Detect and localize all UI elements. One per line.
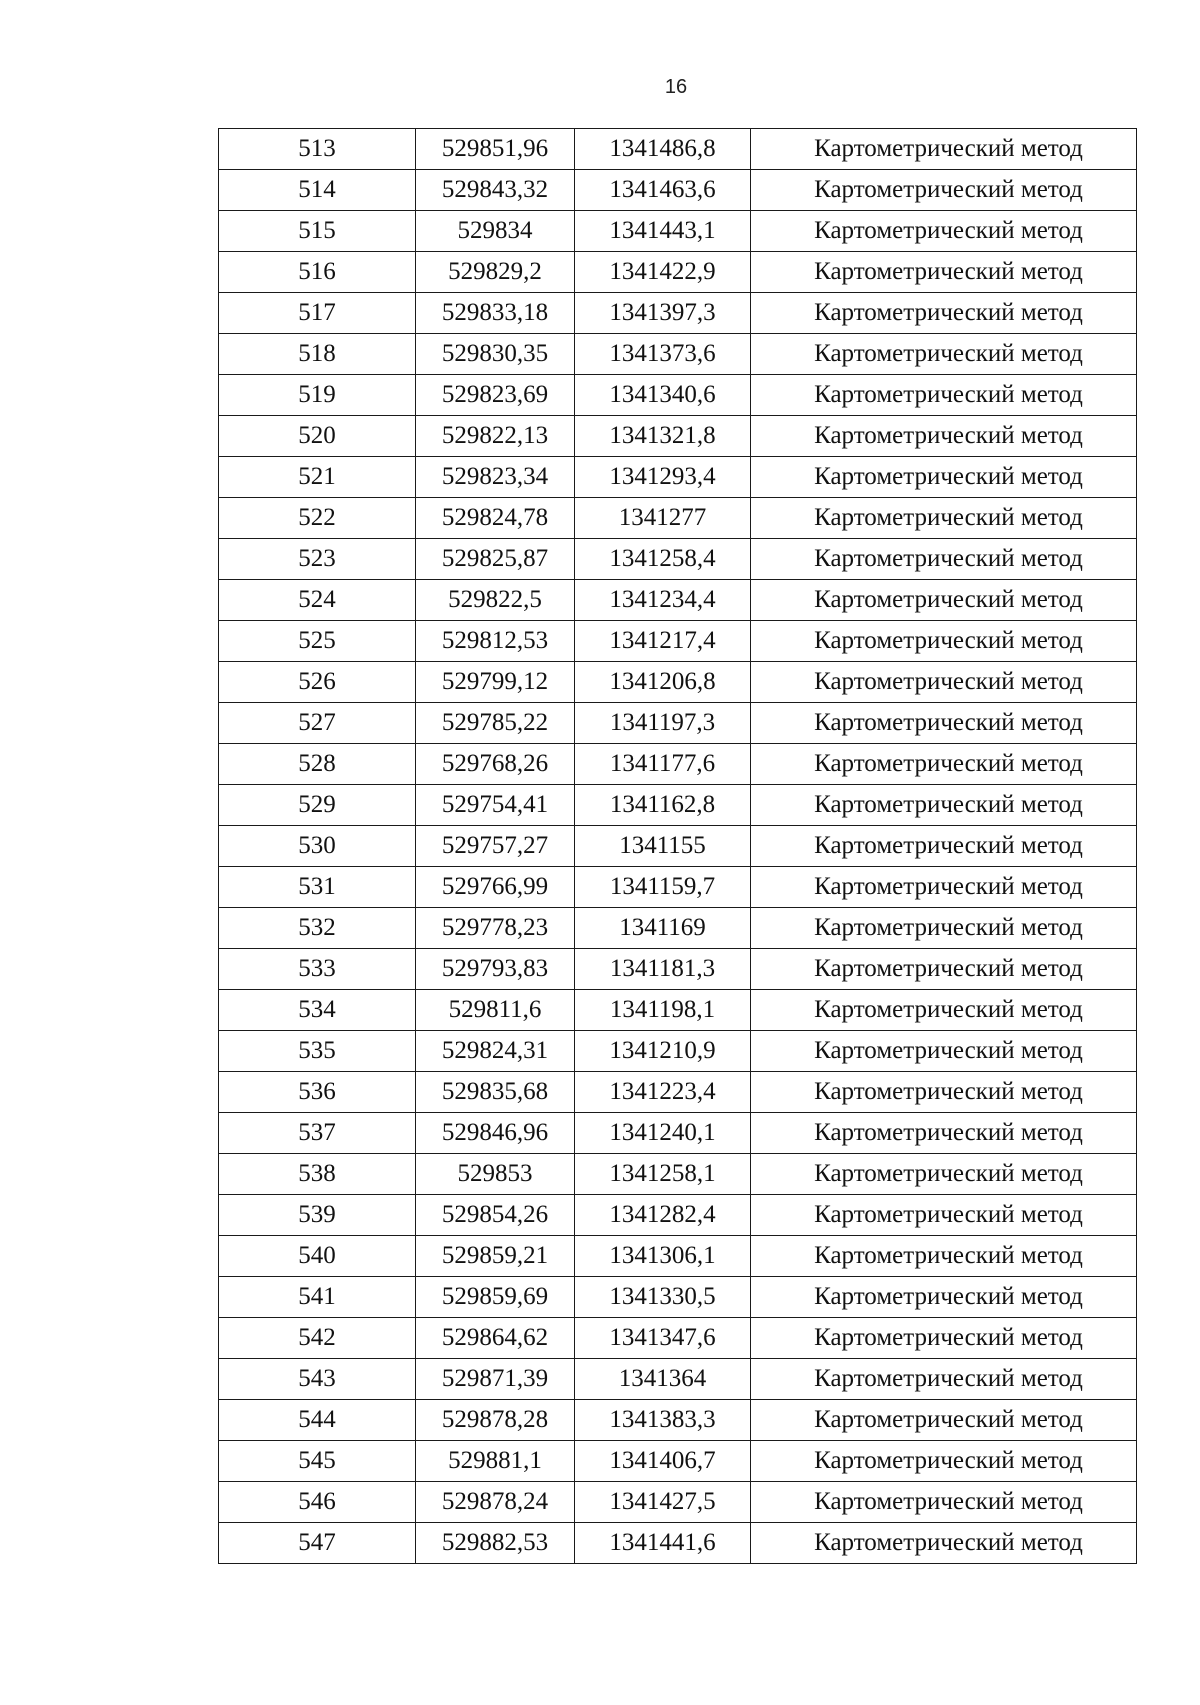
y-coordinate-cell: 1341441,6 (575, 1523, 751, 1564)
x-coordinate-cell: 529812,53 (416, 621, 575, 662)
x-coordinate-cell: 529871,39 (416, 1359, 575, 1400)
point-number-cell: 513 (219, 129, 416, 170)
y-coordinate-cell: 1341340,6 (575, 375, 751, 416)
method-cell: Картометрический метод (751, 457, 1137, 498)
y-coordinate-cell: 1341330,5 (575, 1277, 751, 1318)
point-number-cell: 525 (219, 621, 416, 662)
x-coordinate-cell: 529754,41 (416, 785, 575, 826)
y-coordinate-cell: 1341383,3 (575, 1400, 751, 1441)
x-coordinate-cell: 529834 (416, 211, 575, 252)
x-coordinate-cell: 529757,27 (416, 826, 575, 867)
point-number-cell: 536 (219, 1072, 416, 1113)
point-number-cell: 516 (219, 252, 416, 293)
table-row (219, 252, 1137, 293)
y-coordinate-cell: 1341463,6 (575, 170, 751, 211)
point-number-cell: 523 (219, 539, 416, 580)
method-cell: Картометрический метод (751, 211, 1137, 252)
table-row (219, 744, 1137, 785)
x-coordinate-cell: 529811,6 (416, 990, 575, 1031)
table-row (219, 867, 1137, 908)
point-number-cell: 540 (219, 1236, 416, 1277)
method-cell: Картометрический метод (751, 1523, 1137, 1564)
x-coordinate-cell: 529829,2 (416, 252, 575, 293)
x-coordinate-cell: 529878,24 (416, 1482, 575, 1523)
x-coordinate-cell: 529835,68 (416, 1072, 575, 1113)
point-number-cell: 515 (219, 211, 416, 252)
x-coordinate-cell: 529882,53 (416, 1523, 575, 1564)
x-coordinate-cell: 529766,99 (416, 867, 575, 908)
y-coordinate-cell: 1341321,8 (575, 416, 751, 457)
point-number-cell: 541 (219, 1277, 416, 1318)
method-cell: Картометрический метод (751, 252, 1137, 293)
point-number-cell: 530 (219, 826, 416, 867)
x-coordinate-cell: 529843,32 (416, 170, 575, 211)
table-row (219, 1113, 1137, 1154)
point-number-cell: 524 (219, 580, 416, 621)
point-number-cell: 534 (219, 990, 416, 1031)
y-coordinate-cell: 1341234,4 (575, 580, 751, 621)
point-number-cell: 547 (219, 1523, 416, 1564)
method-cell: Картометрический метод (751, 170, 1137, 211)
table-row (219, 1154, 1137, 1195)
x-coordinate-cell: 529859,69 (416, 1277, 575, 1318)
coordinates-table (218, 128, 1137, 1564)
y-coordinate-cell: 1341373,6 (575, 334, 751, 375)
point-number-cell: 543 (219, 1359, 416, 1400)
x-coordinate-cell: 529853 (416, 1154, 575, 1195)
y-coordinate-cell: 1341177,6 (575, 744, 751, 785)
table-row (219, 1072, 1137, 1113)
method-cell: Картометрический метод (751, 908, 1137, 949)
point-number-cell: 518 (219, 334, 416, 375)
table-row (219, 375, 1137, 416)
method-cell: Картометрический метод (751, 1359, 1137, 1400)
table-row (219, 1236, 1137, 1277)
table-row (219, 1523, 1137, 1564)
table-row (219, 621, 1137, 662)
table-row (219, 908, 1137, 949)
table-row (219, 293, 1137, 334)
y-coordinate-cell: 1341217,4 (575, 621, 751, 662)
y-coordinate-cell: 1341258,1 (575, 1154, 751, 1195)
x-coordinate-cell: 529825,87 (416, 539, 575, 580)
method-cell: Картометрический метод (751, 1441, 1137, 1482)
point-number-cell: 521 (219, 457, 416, 498)
table-row (219, 1195, 1137, 1236)
table-row (219, 1400, 1137, 1441)
point-number-cell: 517 (219, 293, 416, 334)
table-row (219, 580, 1137, 621)
y-coordinate-cell: 1341397,3 (575, 293, 751, 334)
x-coordinate-cell: 529823,69 (416, 375, 575, 416)
x-coordinate-cell: 529793,83 (416, 949, 575, 990)
method-cell: Картометрический метод (751, 621, 1137, 662)
point-number-cell: 519 (219, 375, 416, 416)
table-row (219, 785, 1137, 826)
point-number-cell: 526 (219, 662, 416, 703)
y-coordinate-cell: 1341210,9 (575, 1031, 751, 1072)
table-row (219, 129, 1137, 170)
point-number-cell: 527 (219, 703, 416, 744)
y-coordinate-cell: 1341443,1 (575, 211, 751, 252)
method-cell: Картометрический метод (751, 990, 1137, 1031)
method-cell: Картометрический метод (751, 1318, 1137, 1359)
method-cell: Картометрический метод (751, 1031, 1137, 1072)
method-cell: Картометрический метод (751, 1113, 1137, 1154)
x-coordinate-cell: 529830,35 (416, 334, 575, 375)
method-cell: Картометрический метод (751, 1236, 1137, 1277)
y-coordinate-cell: 1341347,6 (575, 1318, 751, 1359)
table-row (219, 416, 1137, 457)
table-row (219, 498, 1137, 539)
method-cell: Картометрический метод (751, 1277, 1137, 1318)
y-coordinate-cell: 1341364 (575, 1359, 751, 1400)
x-coordinate-cell: 529824,78 (416, 498, 575, 539)
y-coordinate-cell: 1341406,7 (575, 1441, 751, 1482)
method-cell: Картометрический метод (751, 662, 1137, 703)
method-cell: Картометрический метод (751, 375, 1137, 416)
x-coordinate-cell: 529799,12 (416, 662, 575, 703)
method-cell: Картометрический метод (751, 1154, 1137, 1195)
point-number-cell: 542 (219, 1318, 416, 1359)
x-coordinate-cell: 529824,31 (416, 1031, 575, 1072)
table-row (219, 1031, 1137, 1072)
method-cell: Картометрический метод (751, 580, 1137, 621)
y-coordinate-cell: 1341306,1 (575, 1236, 751, 1277)
table-row (219, 1441, 1137, 1482)
x-coordinate-cell: 529785,22 (416, 703, 575, 744)
x-coordinate-cell: 529778,23 (416, 908, 575, 949)
y-coordinate-cell: 1341277 (575, 498, 751, 539)
point-number-cell: 545 (219, 1441, 416, 1482)
y-coordinate-cell: 1341181,3 (575, 949, 751, 990)
point-number-cell: 546 (219, 1482, 416, 1523)
table-row (219, 826, 1137, 867)
x-coordinate-cell: 529864,62 (416, 1318, 575, 1359)
method-cell: Картометрический метод (751, 744, 1137, 785)
point-number-cell: 532 (219, 908, 416, 949)
y-coordinate-cell: 1341240,1 (575, 1113, 751, 1154)
table-row (219, 1359, 1137, 1400)
point-number-cell: 531 (219, 867, 416, 908)
point-number-cell: 539 (219, 1195, 416, 1236)
y-coordinate-cell: 1341198,1 (575, 990, 751, 1031)
y-coordinate-cell: 1341486,8 (575, 129, 751, 170)
table-row (219, 1482, 1137, 1523)
point-number-cell: 522 (219, 498, 416, 539)
point-number-cell: 533 (219, 949, 416, 990)
x-coordinate-cell: 529768,26 (416, 744, 575, 785)
y-coordinate-cell: 1341427,5 (575, 1482, 751, 1523)
x-coordinate-cell: 529822,5 (416, 580, 575, 621)
coordinates-table-body (219, 129, 1137, 1564)
y-coordinate-cell: 1341223,4 (575, 1072, 751, 1113)
x-coordinate-cell: 529878,28 (416, 1400, 575, 1441)
table-row (219, 211, 1137, 252)
table-row (219, 990, 1137, 1031)
method-cell: Картометрический метод (751, 1195, 1137, 1236)
page-number: 16 (664, 76, 688, 98)
table-row (219, 334, 1137, 375)
y-coordinate-cell: 1341422,9 (575, 252, 751, 293)
table-row (219, 1318, 1137, 1359)
point-number-cell: 537 (219, 1113, 416, 1154)
method-cell: Картометрический метод (751, 1482, 1137, 1523)
table-row (219, 662, 1137, 703)
x-coordinate-cell: 529822,13 (416, 416, 575, 457)
table-row (219, 457, 1137, 498)
x-coordinate-cell: 529846,96 (416, 1113, 575, 1154)
y-coordinate-cell: 1341159,7 (575, 867, 751, 908)
method-cell: Картометрический метод (751, 334, 1137, 375)
table-row (219, 949, 1137, 990)
y-coordinate-cell: 1341162,8 (575, 785, 751, 826)
y-coordinate-cell: 1341197,3 (575, 703, 751, 744)
method-cell: Картометрический метод (751, 1072, 1137, 1113)
point-number-cell: 538 (219, 1154, 416, 1195)
table-row (219, 703, 1137, 744)
table-row (219, 1277, 1137, 1318)
method-cell: Картометрический метод (751, 785, 1137, 826)
method-cell: Картометрический метод (751, 129, 1137, 170)
point-number-cell: 520 (219, 416, 416, 457)
method-cell: Картометрический метод (751, 416, 1137, 457)
table-row (219, 539, 1137, 580)
x-coordinate-cell: 529823,34 (416, 457, 575, 498)
method-cell: Картометрический метод (751, 1400, 1137, 1441)
x-coordinate-cell: 529854,26 (416, 1195, 575, 1236)
method-cell: Картометрический метод (751, 498, 1137, 539)
point-number-cell: 528 (219, 744, 416, 785)
point-number-cell: 544 (219, 1400, 416, 1441)
y-coordinate-cell: 1341169 (575, 908, 751, 949)
y-coordinate-cell: 1341293,4 (575, 457, 751, 498)
y-coordinate-cell: 1341155 (575, 826, 751, 867)
point-number-cell: 535 (219, 1031, 416, 1072)
y-coordinate-cell: 1341282,4 (575, 1195, 751, 1236)
method-cell: Картометрический метод (751, 539, 1137, 580)
point-number-cell: 514 (219, 170, 416, 211)
y-coordinate-cell: 1341258,4 (575, 539, 751, 580)
x-coordinate-cell: 529859,21 (416, 1236, 575, 1277)
method-cell: Картометрический метод (751, 826, 1137, 867)
method-cell: Картометрический метод (751, 949, 1137, 990)
method-cell: Картометрический метод (751, 867, 1137, 908)
point-number-cell: 529 (219, 785, 416, 826)
x-coordinate-cell: 529851,96 (416, 129, 575, 170)
x-coordinate-cell: 529833,18 (416, 293, 575, 334)
method-cell: Картометрический метод (751, 293, 1137, 334)
table-row (219, 170, 1137, 211)
x-coordinate-cell: 529881,1 (416, 1441, 575, 1482)
y-coordinate-cell: 1341206,8 (575, 662, 751, 703)
method-cell: Картометрический метод (751, 703, 1137, 744)
